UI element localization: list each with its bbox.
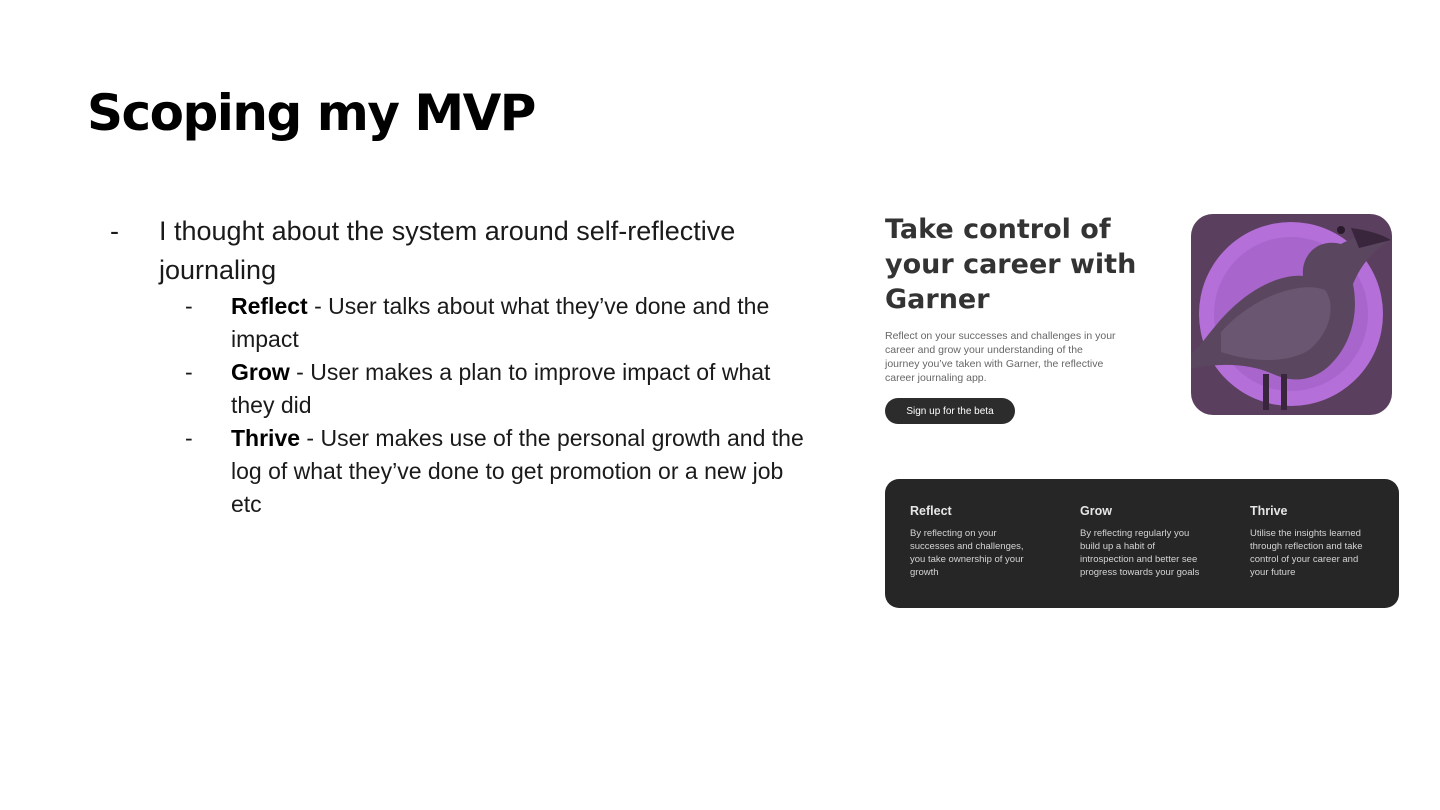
sub-bullet-list [185, 290, 810, 521]
sub-bullet-thrive [185, 422, 810, 521]
main-bullet [110, 212, 810, 521]
feature-grow [1080, 504, 1205, 579]
main-bullet-text: I thought about the system around self-reflective journaling [159, 216, 736, 285]
feature-title: Reflect [910, 504, 952, 518]
feature-title: Grow [1080, 504, 1112, 518]
feature-description: By reflecting regularly you build up a habit of introspection and better see progress towards your goals [1080, 528, 1200, 578]
bullet-marker: - [110, 216, 119, 246]
bullet-marker: - [185, 425, 193, 451]
feature-card [885, 479, 1399, 608]
feature-reflect [910, 504, 1035, 579]
mockup-hero-description: Reflect on your successes and challenges in your career and grow your understanding of the journey you’ve taken with Garner, the reflective career journaling app. [885, 330, 1116, 384]
bullet-marker: - [185, 359, 193, 385]
sub-bullet-text: - User talks about what they’ve done and the impact [231, 293, 770, 352]
sub-bullet-text: - User makes a plan to improve impact of what they did [231, 359, 771, 418]
sub-bullet-grow [185, 356, 810, 422]
feature-description: Utilise the insights learned through reflection and take control of your career and your future [1250, 528, 1363, 578]
mockup-hero-title: Take control of your career with Garner [885, 214, 1137, 315]
sub-bullet-reflect [185, 290, 810, 356]
bullet-list [110, 212, 810, 521]
slide-title: Scoping my MVP [87, 84, 535, 142]
bullet-marker: - [185, 293, 193, 319]
sub-bullet-term: Thrive [231, 425, 301, 451]
feature-description: By reflecting on your successes and challenges, you take ownership of your growth [910, 528, 1024, 578]
sub-bullet-term: Grow [231, 359, 290, 385]
feature-title: Thrive [1250, 504, 1288, 518]
signup-beta-button[interactable]: Sign up for the beta [885, 398, 1015, 424]
sub-bullet-term: Reflect [231, 293, 308, 319]
feature-thrive [1250, 504, 1375, 579]
bird-logo-icon [1191, 214, 1392, 415]
sub-bullet-text: - User makes use of the personal growth and the log of what they’ve done to get promotion or a new job etc [231, 425, 804, 517]
